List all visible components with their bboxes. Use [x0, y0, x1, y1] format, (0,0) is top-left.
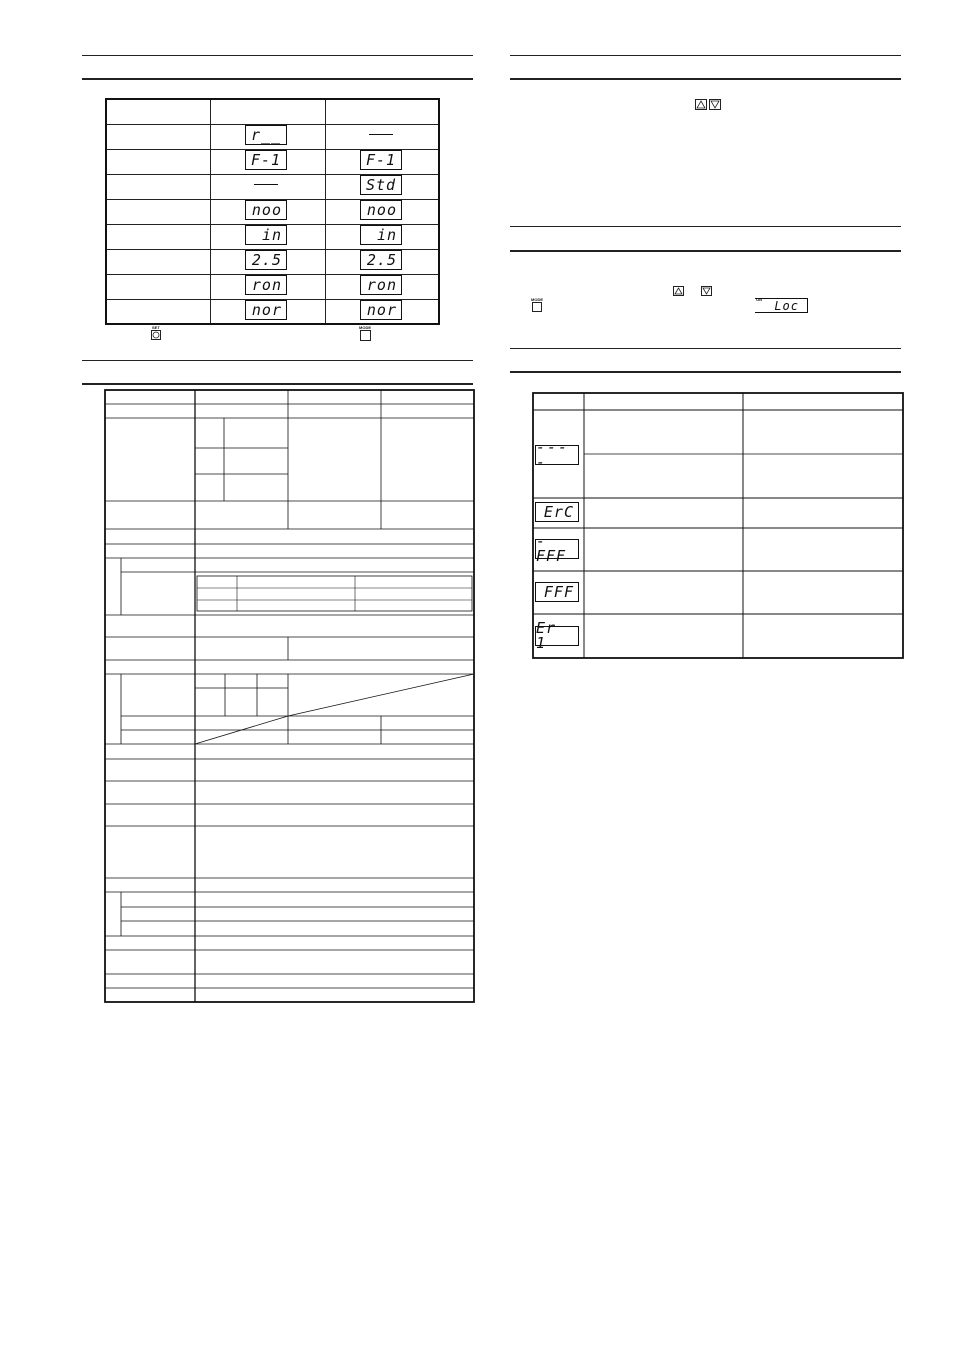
- lcd-display: r__: [245, 125, 287, 145]
- set-key-caption: SET: [152, 325, 160, 330]
- mode-key-caption: MODE: [531, 297, 543, 302]
- lcd-display: nor: [245, 300, 287, 320]
- mode-key-caption: MODE: [359, 325, 371, 330]
- lcd-display: Std: [360, 175, 402, 195]
- lcd-display: 2.5: [245, 250, 287, 270]
- lcd-display: noo: [360, 200, 402, 220]
- lock-on-indicator: ON: [756, 297, 762, 302]
- lcd-display: ron: [360, 275, 402, 295]
- lcd-display: ron: [245, 275, 287, 295]
- lcd-display: in: [245, 225, 287, 245]
- error-lcd-display: -FFF: [535, 539, 579, 559]
- lcd-display: F-1: [245, 150, 287, 170]
- error-lcd-display: ----: [535, 445, 579, 465]
- lcd-display: F-1: [360, 150, 402, 170]
- error-lcd-display: Er 1: [535, 626, 579, 646]
- lcd-display: noo: [245, 200, 287, 220]
- lcd-display: 2.5: [360, 250, 402, 270]
- error-lcd-display: FFF: [535, 582, 579, 602]
- lcd-display: in: [360, 225, 402, 245]
- error-lcd-display: ErC: [535, 502, 579, 522]
- lcd-display: nor: [360, 300, 402, 320]
- lock-display-text: Loc: [774, 298, 799, 313]
